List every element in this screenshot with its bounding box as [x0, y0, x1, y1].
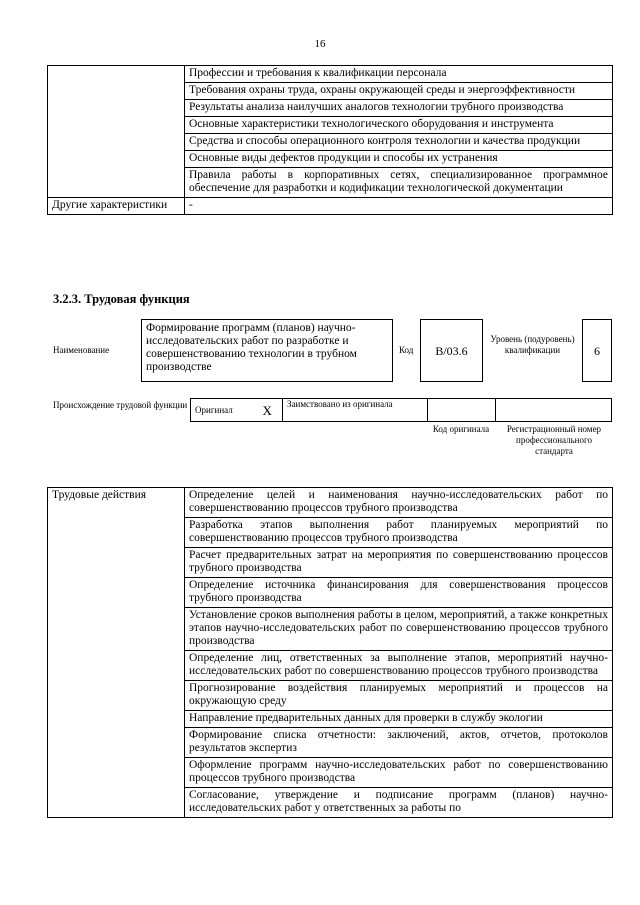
kod-label: Код: [399, 345, 414, 355]
knowledge-item: Результаты анализа наилучших аналогов технологии трубного производства: [185, 100, 613, 117]
borrowed-label: Заимствовано из оригинала: [283, 399, 428, 422]
action-item: Определение целей и наименования научно-исследовательских работ по совершенствованию процессов трубного производства: [185, 488, 613, 518]
actions-table: [47, 487, 613, 818]
action-item: Согласование, утверждение и подписание программ (планов) научно-исследовательских работ у ответственных за работы по: [185, 788, 613, 818]
knowledge-item: Основные характеристики технологического оборудования и инструмента: [185, 117, 613, 134]
function-name-box: Формирование программ (планов) научно-исследовательских работ по разработке и совершенствованию технологии в трубном производстве: [141, 319, 393, 382]
origin-table: [190, 398, 612, 422]
origin-label: Происхождение трудовой функции: [53, 400, 188, 410]
action-item: Формирование списка отчетности: заключений, актов, отчетов, протоколов результатов экспертиз: [185, 728, 613, 758]
other-label: Другие характеристики: [48, 198, 185, 215]
reg-number-label: Регистрационный номер профессионального стандарта: [506, 424, 602, 456]
knowledge-row: [48, 66, 613, 83]
action-item: Определение лиц, ответственных за выполнение этапов, мероприятий научно-исследовательских работ по совершенствованию процессов трубного производства: [185, 651, 613, 681]
other-row: [48, 198, 613, 215]
knowledge-label-cell: [48, 66, 185, 198]
kod-original-cell: [428, 399, 496, 422]
knowledge-item: Средства и способы операционного контроля технологии и качества продукции: [185, 134, 613, 151]
knowledge-item: Основные виды дефектов продукции и способы их устранения: [185, 151, 613, 168]
reg-number-cell: [496, 399, 612, 422]
action-item: Установление сроков выполнения работы в целом, мероприятий, а также конкретных этапов научно-исследовательских работ по совершенствованию процессов трубного производства: [185, 608, 613, 651]
original-label: Оригинал: [191, 399, 253, 422]
knowledge-item: Правила работы в корпоративных сетях, специализированное программное обеспечение для разработки и кодификации технологической документации: [185, 168, 613, 198]
kod-original-label: Код оригинала: [432, 424, 490, 434]
action-item: Определение источника финансирования для совершенствования процессов трубного производства: [185, 578, 613, 608]
action-item: Прогнозирование воздействия планируемых мероприятий и процессов на окружающую среду: [185, 681, 613, 711]
action-item: Разработка этапов выполнения работ планируемых мероприятий по совершенствованию процессов трубного производства: [185, 518, 613, 548]
level-value-box: 6: [582, 319, 612, 382]
knowledge-item: Профессии и требования к квалификации персонала: [185, 66, 613, 83]
name-label: Наименование: [53, 345, 110, 355]
knowledge-table: [47, 65, 613, 215]
page-number: 16: [314, 38, 326, 50]
action-item: Расчет предварительных затрат на мероприятия по совершенствованию процессов трубного производства: [185, 548, 613, 578]
other-value: -: [185, 198, 613, 215]
action-item: Оформление программ научно-исследовательских работ по совершенствованию процессов трубного производства: [185, 758, 613, 788]
section-title: 3.2.3. Трудовая функция: [53, 292, 190, 306]
level-label: Уровень (подуровень) квалификации: [490, 334, 575, 355]
knowledge-item: Требования охраны труда, охраны окружающей среды и энергоэффективности: [185, 83, 613, 100]
action-item: Направление предварительных данных для проверки в службу экологии: [185, 711, 613, 728]
action-row: [48, 488, 613, 518]
original-mark: X: [253, 399, 283, 422]
function-code-box: B/03.6: [420, 319, 483, 382]
actions-label: Трудовые действия: [48, 488, 185, 818]
